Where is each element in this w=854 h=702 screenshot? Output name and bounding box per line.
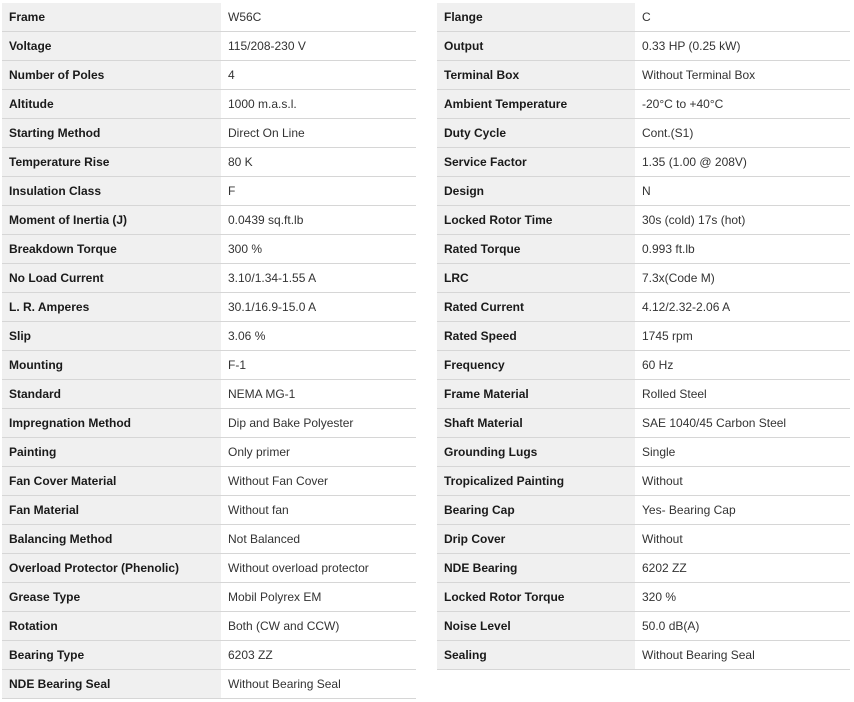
spec-row [437,3,850,32]
spec-row [437,177,850,206]
spec-label: Grease Type [2,583,221,612]
spec-row [437,32,850,61]
spec-label: Mounting [2,351,221,380]
spec-label: Fan Material [2,496,221,525]
spec-row [437,380,850,409]
spec-row [437,293,850,322]
spec-value: Single [635,438,850,467]
spec-row [2,61,416,90]
spec-label: Voltage [2,32,221,61]
spec-row [437,119,850,148]
spec-row [2,612,416,641]
spec-value: 3.06 % [221,322,416,351]
spec-value: 0.33 HP (0.25 kW) [635,32,850,61]
spec-row [437,90,850,119]
spec-label: Shaft Material [437,409,635,438]
spec-row [437,641,850,670]
spec-value: Without Fan Cover [221,467,416,496]
spec-value: 30s (cold) 17s (hot) [635,206,850,235]
spec-value: SAE 1040/45 Carbon Steel [635,409,850,438]
spec-value: Not Balanced [221,525,416,554]
spec-label: Impregnation Method [2,409,221,438]
spec-row [2,409,416,438]
spec-value: Rolled Steel [635,380,850,409]
spec-label: Breakdown Torque [2,235,221,264]
spec-label: Frame Material [437,380,635,409]
spec-label: Rated Torque [437,235,635,264]
spec-value: 7.3x(Code M) [635,264,850,293]
spec-label: Design [437,177,635,206]
spec-value: 0.993 ft.lb [635,235,850,264]
spec-row [437,554,850,583]
spec-label: No Load Current [2,264,221,293]
spec-value: Without Bearing Seal [221,670,416,699]
spec-row [2,467,416,496]
spec-label: Locked Rotor Torque [437,583,635,612]
spec-value: 6202 ZZ [635,554,850,583]
spec-label: Moment of Inertia (J) [2,206,221,235]
spec-value: Dip and Bake Polyester [221,409,416,438]
spec-value: 3.10/1.34-1.55 A [221,264,416,293]
spec-value: 4 [221,61,416,90]
spec-label: Ambient Temperature [437,90,635,119]
spec-row [2,496,416,525]
spec-label: Balancing Method [2,525,221,554]
spec-label: Flange [437,3,635,32]
spec-value: Only primer [221,438,416,467]
spec-label: Painting [2,438,221,467]
spec-label: Bearing Type [2,641,221,670]
spec-value: Without [635,467,850,496]
spec-row [2,148,416,177]
spec-label: L. R. Amperes [2,293,221,322]
spec-row [2,264,416,293]
spec-row [437,438,850,467]
spec-label: Fan Cover Material [2,467,221,496]
spec-label: Starting Method [2,119,221,148]
spec-label: Service Factor [437,148,635,177]
spec-label: Temperature Rise [2,148,221,177]
spec-value: 115/208-230 V [221,32,416,61]
spec-row [2,670,416,699]
spec-row [437,206,850,235]
spec-label: Output [437,32,635,61]
spec-value: Both (CW and CCW) [221,612,416,641]
spec-label: NDE Bearing Seal [2,670,221,699]
spec-label: Rated Speed [437,322,635,351]
spec-value: Cont.(S1) [635,119,850,148]
spec-label: Insulation Class [2,177,221,206]
spec-label: Number of Poles [2,61,221,90]
spec-row [437,525,850,554]
spec-value: F [221,177,416,206]
spec-value: 30.1/16.9-15.0 A [221,293,416,322]
spec-label: Overload Protector (Phenolic) [2,554,221,583]
spec-value: W56C [221,3,416,32]
spec-row [2,380,416,409]
left-spec-table [2,3,416,699]
spec-row [2,235,416,264]
spec-label: Frame [2,3,221,32]
spec-label: NDE Bearing [437,554,635,583]
spec-label: Standard [2,380,221,409]
spec-label: Sealing [437,641,635,670]
spec-label: Grounding Lugs [437,438,635,467]
spec-value: 300 % [221,235,416,264]
spec-row [437,409,850,438]
spec-row [437,235,850,264]
spec-value: Without Bearing Seal [635,641,850,670]
spec-value: -20°C to +40°C [635,90,850,119]
spec-row [2,351,416,380]
spec-value: Mobil Polyrex EM [221,583,416,612]
spec-value: 320 % [635,583,850,612]
spec-row [2,32,416,61]
spec-value: Yes- Bearing Cap [635,496,850,525]
right-spec-body [437,3,850,670]
spec-row [2,3,416,32]
spec-label: Tropicalized Painting [437,467,635,496]
spec-label: Rated Current [437,293,635,322]
spec-value: Without overload protector [221,554,416,583]
spec-value: NEMA MG-1 [221,380,416,409]
spec-row [2,293,416,322]
spec-value: Without Terminal Box [635,61,850,90]
spec-label: Locked Rotor Time [437,206,635,235]
spec-row [437,496,850,525]
spec-value: Direct On Line [221,119,416,148]
spec-row [437,612,850,641]
spec-row [2,119,416,148]
spec-label: Duty Cycle [437,119,635,148]
spec-label: Rotation [2,612,221,641]
spec-row [2,438,416,467]
spec-row [2,206,416,235]
spec-label: Slip [2,322,221,351]
spec-row [2,525,416,554]
spec-label: Drip Cover [437,525,635,554]
spec-row [2,90,416,119]
spec-value: Without [635,525,850,554]
spec-value: 6203 ZZ [221,641,416,670]
spec-value: 1000 m.a.s.l. [221,90,416,119]
spec-value: F-1 [221,351,416,380]
spec-row [2,177,416,206]
spec-label: Altitude [2,90,221,119]
spec-value: Without fan [221,496,416,525]
spec-row [2,554,416,583]
spec-value: 80 K [221,148,416,177]
spec-label: LRC [437,264,635,293]
spec-label: Bearing Cap [437,496,635,525]
spec-row [437,583,850,612]
left-spec-body [2,3,416,699]
spec-row [437,467,850,496]
spec-row [2,322,416,351]
spec-value: 50.0 dB(A) [635,612,850,641]
spec-value: 1745 rpm [635,322,850,351]
spec-row [437,322,850,351]
spec-value: 1.35 (1.00 @ 208V) [635,148,850,177]
spec-row [2,583,416,612]
spec-value: N [635,177,850,206]
spec-value: 0.0439 sq.ft.lb [221,206,416,235]
spec-label: Terminal Box [437,61,635,90]
spec-value: C [635,3,850,32]
spec-value: 4.12/2.32-2.06 A [635,293,850,322]
spec-label: Frequency [437,351,635,380]
spec-row [2,641,416,670]
spec-row [437,264,850,293]
right-spec-table [437,3,850,670]
spec-row [437,148,850,177]
spec-label: Noise Level [437,612,635,641]
spec-value: 60 Hz [635,351,850,380]
spec-row [437,61,850,90]
spec-row [437,351,850,380]
